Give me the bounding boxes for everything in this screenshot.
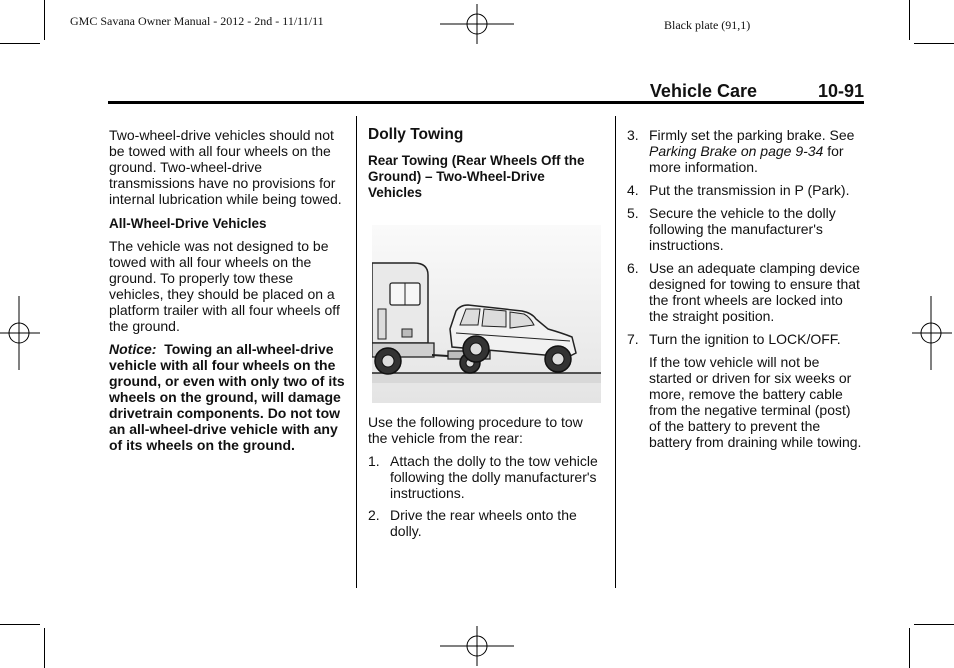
list-item bbox=[368, 453, 602, 501]
column-divider bbox=[356, 116, 357, 588]
crop-mark bbox=[909, 628, 910, 668]
registration-mark-left bbox=[0, 296, 40, 370]
paragraph: If the tow vehicle will not be started or driven for six weeks or more, remove the battery cable from the negative terminal (post) of the battery to prevent the battery from draining while towing. bbox=[649, 354, 862, 450]
crop-mark bbox=[44, 0, 45, 40]
registration-mark-top bbox=[440, 4, 514, 44]
registration-mark-right bbox=[912, 296, 952, 370]
step-number: 7. bbox=[627, 331, 639, 347]
paragraph: The vehicle was not designed to be towed with all four wheels on the ground. To properly tow these vehicles, they should be placed on a platform trailer with all four wheels off the ground. bbox=[109, 238, 340, 334]
page-number: 10-91 bbox=[817, 81, 864, 101]
step-number: 1. bbox=[368, 453, 380, 469]
section-title: Vehicle Care bbox=[649, 81, 757, 101]
plate-info-right: Black plate (91,1) bbox=[664, 18, 751, 32]
crop-mark bbox=[0, 624, 40, 625]
step-text: Turn the ignition to LOCK/OFF. bbox=[649, 331, 841, 347]
subheading-rear-towing: Rear Towing (Rear Wheels Off the Ground) – Two-Wheel-Drive Vehicles bbox=[368, 153, 585, 200]
procedure-list bbox=[368, 453, 602, 539]
column-2-lower bbox=[368, 414, 602, 539]
column-1 bbox=[109, 127, 349, 453]
paragraph: Use the following procedure to tow the vehicle from the rear: bbox=[368, 414, 583, 446]
step-text: Secure the vehicle to the dolly following the manufacturer's instructions. bbox=[649, 205, 836, 253]
step-number: 5. bbox=[627, 205, 639, 221]
list-item bbox=[627, 260, 865, 324]
step-text: Drive the rear wheels onto the dolly. bbox=[390, 507, 577, 539]
step-text: Put the transmission in P (Park). bbox=[649, 182, 850, 198]
crop-mark bbox=[914, 43, 954, 44]
column-3 bbox=[627, 127, 865, 450]
cross-reference-link[interactable]: Parking Brake on page 9-34 bbox=[649, 143, 824, 159]
column-2 bbox=[368, 127, 602, 201]
crop-mark bbox=[914, 624, 954, 625]
crop-mark bbox=[0, 43, 40, 44]
registration-mark-bottom bbox=[440, 626, 514, 666]
list-item bbox=[627, 331, 865, 347]
list-item bbox=[368, 507, 602, 539]
list-item bbox=[627, 182, 865, 198]
notice-text: Towing an all-wheel-drive vehicle with all four wheels on the ground, or even with only two of its wheels on the ground, will damage drivetrain components. Do not tow an all-wheel-drive vehicle with any of its wheels on the ground. bbox=[109, 341, 345, 453]
step-number: 3. bbox=[627, 127, 639, 143]
procedure-list-continued bbox=[627, 127, 865, 347]
list-item bbox=[627, 127, 865, 175]
crop-mark bbox=[909, 0, 910, 40]
towing-illustration bbox=[372, 225, 601, 403]
subheading-awd: All-Wheel-Drive Vehicles bbox=[109, 216, 267, 231]
notice bbox=[109, 341, 349, 453]
step-text: Firmly set the parking brake. See bbox=[649, 127, 855, 143]
crop-mark bbox=[44, 628, 45, 668]
step-text: Use an adequate clamping device designed for towing to ensure that the front wheels are locked into the straight position. bbox=[649, 260, 860, 324]
step-text: for more information. bbox=[649, 143, 844, 175]
page-header bbox=[108, 81, 864, 103]
heading-dolly-towing: Dolly Towing bbox=[368, 126, 464, 143]
step-number: 6. bbox=[627, 260, 639, 276]
plate-info-left: GMC Savana Owner Manual - 2012 - 2nd - 11/11/11 bbox=[70, 14, 324, 28]
column-divider bbox=[615, 116, 616, 588]
notice-label: Notice: bbox=[109, 341, 157, 357]
header-rule bbox=[108, 101, 864, 104]
step-number: 2. bbox=[368, 507, 380, 523]
paragraph: Two-wheel-drive vehicles should not be towed with all four wheels on the ground. Two-wheel-drive transmissions have no provisions for internal lubrication while being towed. bbox=[109, 127, 342, 207]
list-item bbox=[627, 205, 865, 253]
step-text: Attach the dolly to the tow vehicle following the dolly manufacturer's instructions. bbox=[390, 453, 598, 501]
step-number: 4. bbox=[627, 182, 639, 198]
